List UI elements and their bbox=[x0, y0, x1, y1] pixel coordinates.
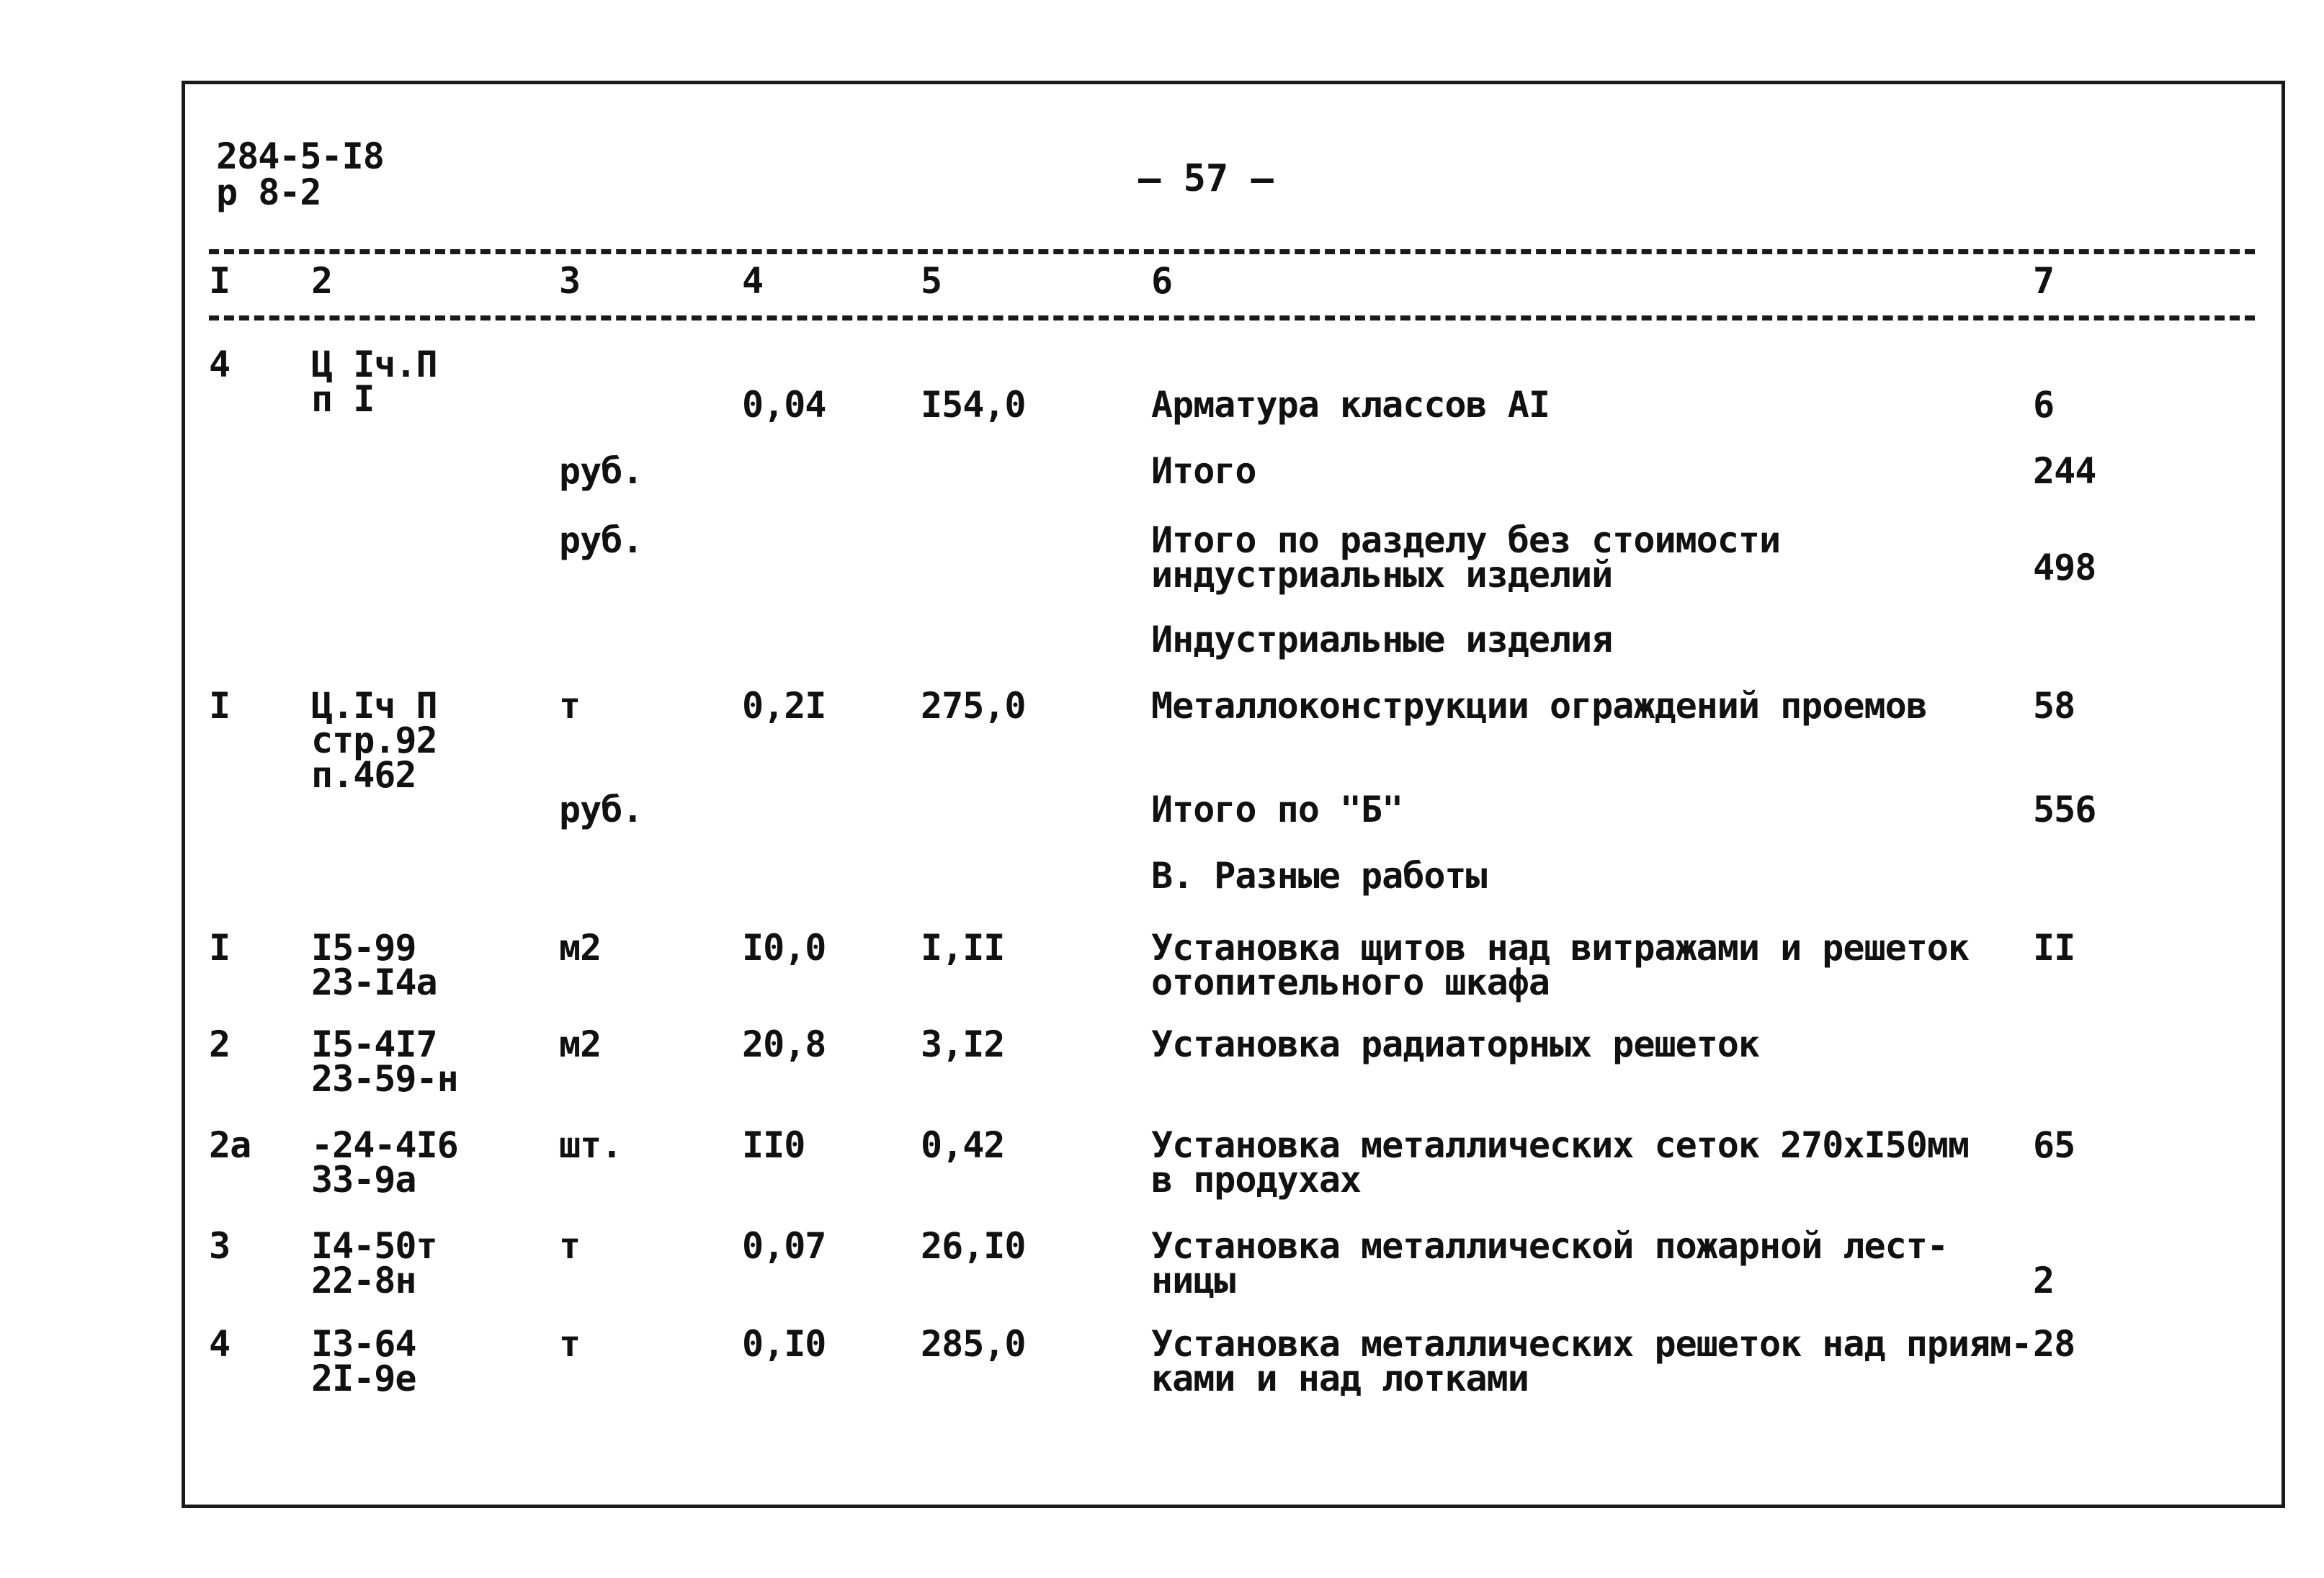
cell-description: Установка щитов над витражами и решеток отопительного шкафа bbox=[1151, 927, 1969, 1003]
cell-unit-price: 275,0 bbox=[921, 685, 1026, 727]
cell-unit: м2 bbox=[559, 927, 602, 969]
cell-total: II bbox=[2033, 927, 2075, 969]
cell-unit: руб. bbox=[559, 519, 643, 561]
cell-total: 58 bbox=[2033, 685, 2075, 727]
cell-unit: шт. bbox=[559, 1124, 622, 1166]
cell-description: Итого bbox=[1151, 450, 1256, 492]
cell-reference: I3-64 2I-9е bbox=[311, 1323, 416, 1399]
cell-position: 4 bbox=[209, 1323, 231, 1365]
cell-reference: I4-50т 22-8н bbox=[311, 1225, 437, 1301]
column-header-2: 2 bbox=[311, 260, 333, 302]
column-header-6: 6 bbox=[1151, 260, 1173, 302]
cell-position: 4 bbox=[209, 344, 231, 385]
cell-quantity: 0,I0 bbox=[742, 1323, 826, 1365]
column-header-5: 5 bbox=[921, 260, 942, 302]
cell-reference: Ц.Iч П стр.92 п.462 bbox=[311, 685, 437, 796]
cell-description: Установка металлической пожарной лест- ницы bbox=[1151, 1225, 1948, 1301]
cell-description: Арматура классов AI bbox=[1151, 384, 1550, 426]
cell-unit: м2 bbox=[559, 1023, 602, 1065]
column-header-7: 7 bbox=[2033, 260, 2055, 302]
cell-quantity: 0,07 bbox=[742, 1225, 826, 1267]
cell-description: Установка радиаторных решеток bbox=[1151, 1023, 1759, 1065]
cell-reference: I5-99 23-I4а bbox=[311, 927, 437, 1003]
cell-quantity: II0 bbox=[742, 1124, 805, 1166]
header-top-rule bbox=[209, 249, 2255, 254]
cell-description: Установка металлических сеток 270хI50мм в продухах bbox=[1151, 1124, 1969, 1201]
column-header-4: 4 bbox=[742, 260, 764, 302]
cell-position: 2 bbox=[209, 1023, 231, 1065]
column-header-1: I bbox=[209, 260, 231, 302]
cell-quantity: 0,04 bbox=[742, 384, 826, 426]
cell-unit-price: 3,I2 bbox=[921, 1023, 1005, 1065]
section-heading: В. Разные работы bbox=[1151, 855, 1487, 897]
cell-quantity: 20,8 bbox=[742, 1023, 826, 1065]
cell-total: 65 bbox=[2033, 1124, 2075, 1166]
cell-description: Итого по разделу без стоимости индустриальных изделий bbox=[1151, 519, 1781, 596]
cell-position: I bbox=[209, 927, 231, 969]
cell-quantity: 0,2I bbox=[742, 685, 826, 727]
cell-total: 6 bbox=[2033, 384, 2055, 426]
cell-quantity: I0,0 bbox=[742, 927, 826, 969]
cell-unit-price: I54,0 bbox=[921, 384, 1026, 426]
page-number: — 57 — bbox=[1138, 157, 1274, 200]
cell-unit-price: I,II bbox=[921, 927, 1005, 969]
cell-description: Металлоконструкции ограждений проемов bbox=[1151, 685, 1927, 727]
cell-description: Итого по "Б" bbox=[1151, 789, 1403, 830]
cell-total: 244 bbox=[2033, 450, 2096, 492]
column-header-3: 3 bbox=[559, 260, 581, 302]
cell-reference: I5-4I7 23-59-н bbox=[311, 1023, 458, 1100]
cell-unit-price: 0,42 bbox=[921, 1124, 1005, 1166]
cell-position: I bbox=[209, 685, 231, 727]
cell-unit-price: 26,I0 bbox=[921, 1225, 1026, 1267]
section-heading: Индустриальные изделия bbox=[1151, 619, 1613, 660]
cell-unit: руб. bbox=[559, 789, 643, 830]
cell-unit: т bbox=[559, 1323, 581, 1365]
cell-unit: руб. bbox=[559, 450, 643, 492]
cell-total: 556 bbox=[2033, 789, 2096, 830]
cell-unit: т bbox=[559, 1225, 581, 1267]
cell-total: 2 bbox=[2033, 1260, 2055, 1301]
cell-position: 3 bbox=[209, 1225, 231, 1267]
cell-unit-price: 285,0 bbox=[921, 1323, 1026, 1365]
cell-unit: т bbox=[559, 685, 581, 727]
cell-reference: -24-4I6 33-9а bbox=[311, 1124, 458, 1201]
cell-total: 498 bbox=[2033, 547, 2096, 588]
cell-description: Установка металлических решеток над приям- ками и над лотками bbox=[1151, 1323, 2032, 1399]
document-code: 284-5-I8 р 8-2 bbox=[216, 135, 384, 213]
cell-reference: Ц Iч.П п I bbox=[311, 344, 437, 420]
cell-position: 2а bbox=[209, 1124, 251, 1166]
cell-total: 28 bbox=[2033, 1323, 2075, 1365]
header-bottom-rule bbox=[209, 315, 2255, 320]
